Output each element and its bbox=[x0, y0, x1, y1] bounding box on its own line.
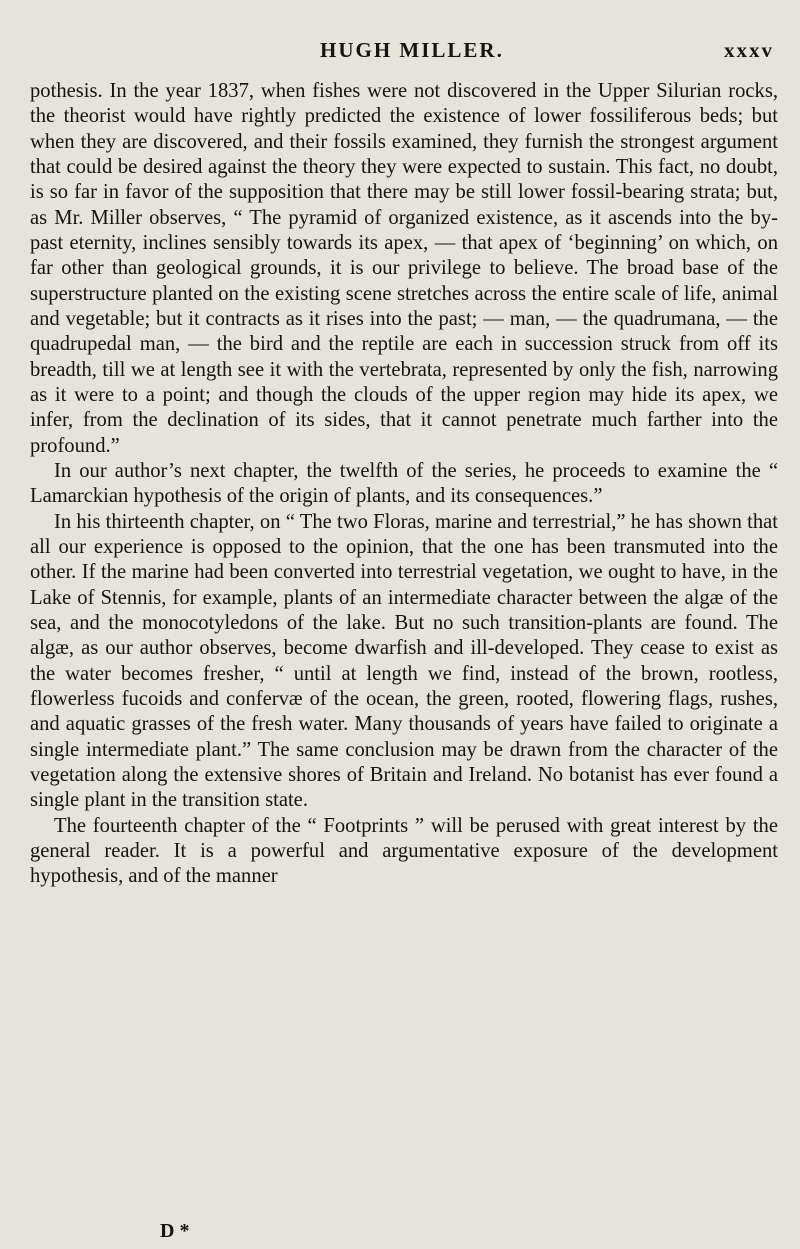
paragraph: The fourteenth chapter of the “ Footprints ” will be perused with great interest by the general reader. It is a powerful and argumentative exposure of the development hypothesis, and of the manner bbox=[30, 814, 778, 888]
running-head: HUGH MILLER. bbox=[320, 38, 504, 62]
paragraph: In our author’s next chapter, the twelfth of the series, he proceeds to examine the “ Lamarckian hypothesis of the origin of plants, and its consequences.” bbox=[30, 459, 778, 508]
paragraph: In his thirteenth chapter, on “ The two Floras, marine and terrestrial,” he has shown that all our experience is opposed to the opinion, that the one has been transmuted into the other. If the marine had been converted into terrestrial vegetation, we ought to have, in the Lake of Stennis, for example, plants of an intermediate character between the algæ of the sea, and the monocotyledons of the lake. But no such transition-plants are found. The algæ, as our author observes, become dwarfish and ill-developed. They cease to exist as the water becomes fresher, “ until at length we find, instead of the brown, rootless, flowerless fucoids and confervæ of the ocean, the green, rooted, flowering flags, rushes, and aquatic grasses of the fresh water. Many thousands of years have failed to originate a single intermediate plant.” The same conclusion may be drawn from the character of the vegetation along the extensive shores of Britain and Ireland. No botanist has ever found a single plant in the transition state. bbox=[30, 510, 778, 812]
page-number: xxxv bbox=[724, 38, 774, 62]
signature-mark: D * bbox=[160, 1220, 190, 1242]
page-header bbox=[0, 38, 800, 68]
paragraph: pothesis. In the year 1837, when fishes were not discovered in the Upper Silurian rocks, the theorist would have rightly predicted the existence of lower fossiliferous beds; but when they are discovered, and their fossils examined, they furnish the strongest argument that could be desired against the theory they were expected to sustain. This fact, no doubt, is so far in favor of the supposition that there may be still lower fossil-bearing strata; but, as Mr. Miller observes, “ The pyramid of organized existence, as it ascends into the by-past eternity, inclines sensibly towards its apex, — that apex of ‘beginning’ on which, on far other than geological grounds, it is our privilege to believe. The broad base of the superstructure planted on the existing scene stretches across the entire scale of life, animal and vegetable; but it contracts as it rises into the past; — man, — the quadrumana, — the quadrupedal man, — the bird and the reptile are each in succession struck from off its breadth, till we at length see it with the vertebrata, represented by only the fish, narrowing as it were to a point; and though the clouds of the upper region may hide its apex, we infer, from the declination of its sides, that it cannot penetrate much farther into the profound.” bbox=[30, 80, 778, 457]
body-text bbox=[30, 79, 778, 890]
